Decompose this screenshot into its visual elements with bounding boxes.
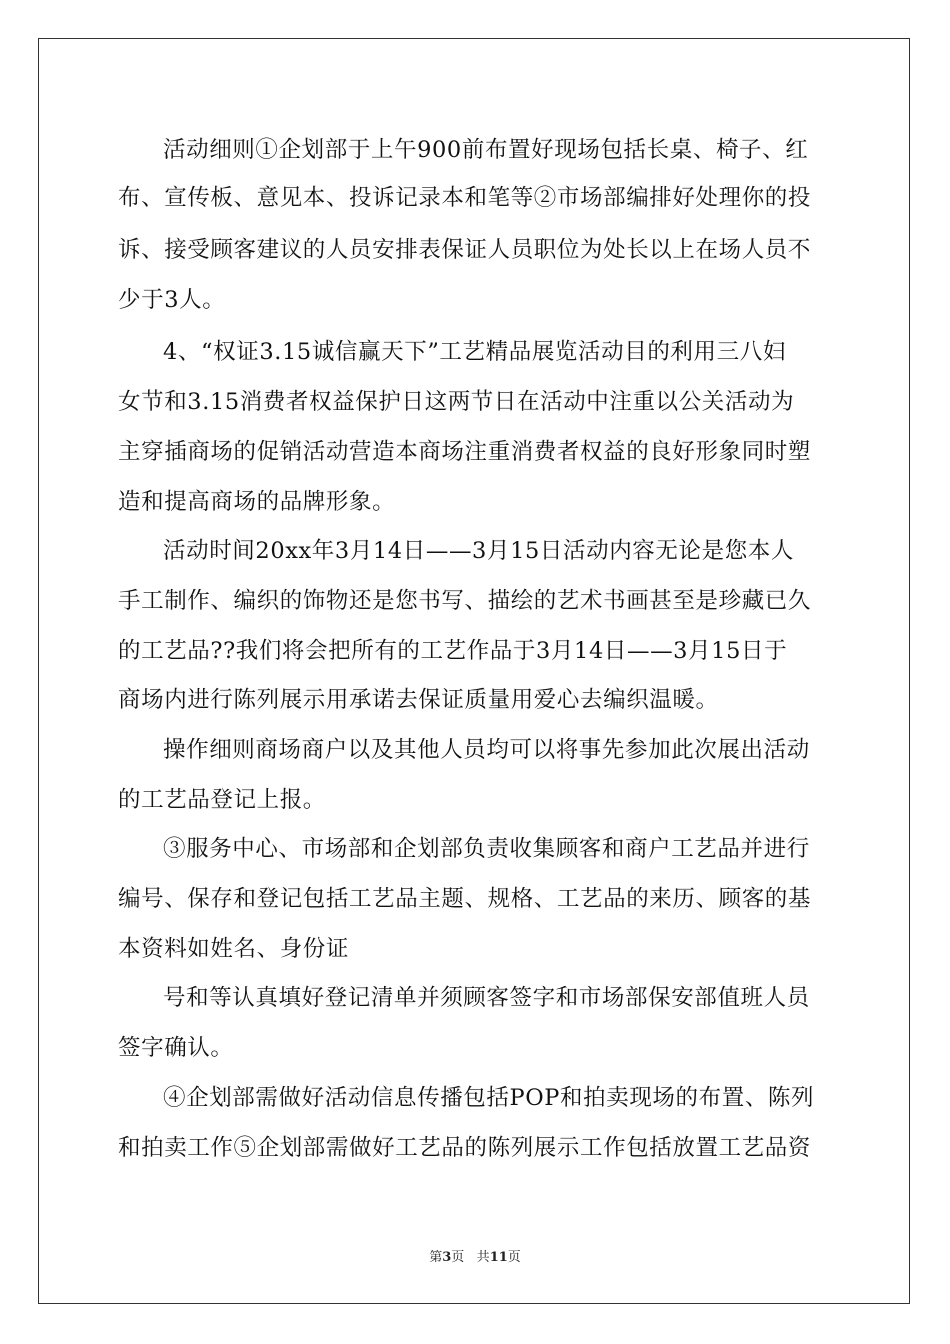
paragraph-line: 女节和3.15消费者权益保护日这两节日在活动中注重以公关活动为 <box>118 389 795 415</box>
total-pages: 11 <box>489 1250 508 1265</box>
paragraph-line: 商场内进行陈列展示用承诺去保证质量用爱心去编织温暖。 <box>118 687 719 713</box>
paragraph-line: 的工艺品??我们将会把所有的工艺作品于3月14日——3月15日于 <box>118 638 788 664</box>
paragraph-line: 编号、保存和登记包括工艺品主题、规格、工艺品的来历、顾客的基 <box>118 886 812 912</box>
paragraph-line: 号和等认真填好登记清单并须顾客签字和市场部保安部值班人员 <box>163 985 810 1011</box>
paragraph-line: 和拍卖工作⑤企划部需做好工艺品的陈列展示工作包括放置工艺品资 <box>118 1135 812 1161</box>
page-number: 3 <box>442 1250 452 1265</box>
page-footer <box>0 1249 950 1267</box>
paragraph-line: 布、宣传板、意见本、投诉记录本和笔等②市场部编排好处理你的投 <box>118 185 812 211</box>
page-border <box>38 38 910 1304</box>
paragraph-line: 诉、接受顾客建议的人员安排表保证人员职位为处长以上在场人员不 <box>118 237 812 263</box>
paragraph-line: ③服务中心、市场部和企划部负责收集顾客和商户工艺品并进行 <box>163 836 810 862</box>
paragraph-line: 本资料如姓名、身份证 <box>118 936 350 962</box>
paragraph-line: 签字确认。 <box>118 1035 234 1061</box>
paragraph-line: 操作细则商场商户以及其他人员均可以将事先参加此次展出活动 <box>163 737 810 763</box>
paragraph-line: 活动时间20xx年3月14日——3月15日活动内容无论是您本人 <box>163 538 795 564</box>
paragraph-line: 活动细则①企划部于上午900前布置好现场包括长桌、椅子、红 <box>163 137 809 163</box>
paragraph-line: 造和提高商场的品牌形象。 <box>118 489 396 515</box>
total-label-prefix: 共 <box>476 1250 490 1265</box>
paragraph-line: 的工艺品登记上报。 <box>118 787 326 813</box>
paragraph-line: 主穿插商场的促销活动营造本商场注重消费者权益的良好形象同时塑 <box>118 439 812 465</box>
paragraph-line: 少于3人。 <box>118 287 226 313</box>
paragraph-line: 手工制作、编织的饰物还是您书写、描绘的艺术书画甚至是珍藏已久 <box>118 588 812 614</box>
page-label-prefix: 第 <box>429 1250 443 1265</box>
paragraph-line: ④企划部需做好活动信息传播包括POP和拍卖现场的布置、陈列 <box>163 1085 815 1111</box>
page-label-suffix: 页 <box>451 1250 465 1265</box>
paragraph-line: 4、“权证3.15诚信赢天下”工艺精品展览活动目的利用三八妇 <box>163 339 786 365</box>
total-label-suffix: 页 <box>507 1250 521 1265</box>
